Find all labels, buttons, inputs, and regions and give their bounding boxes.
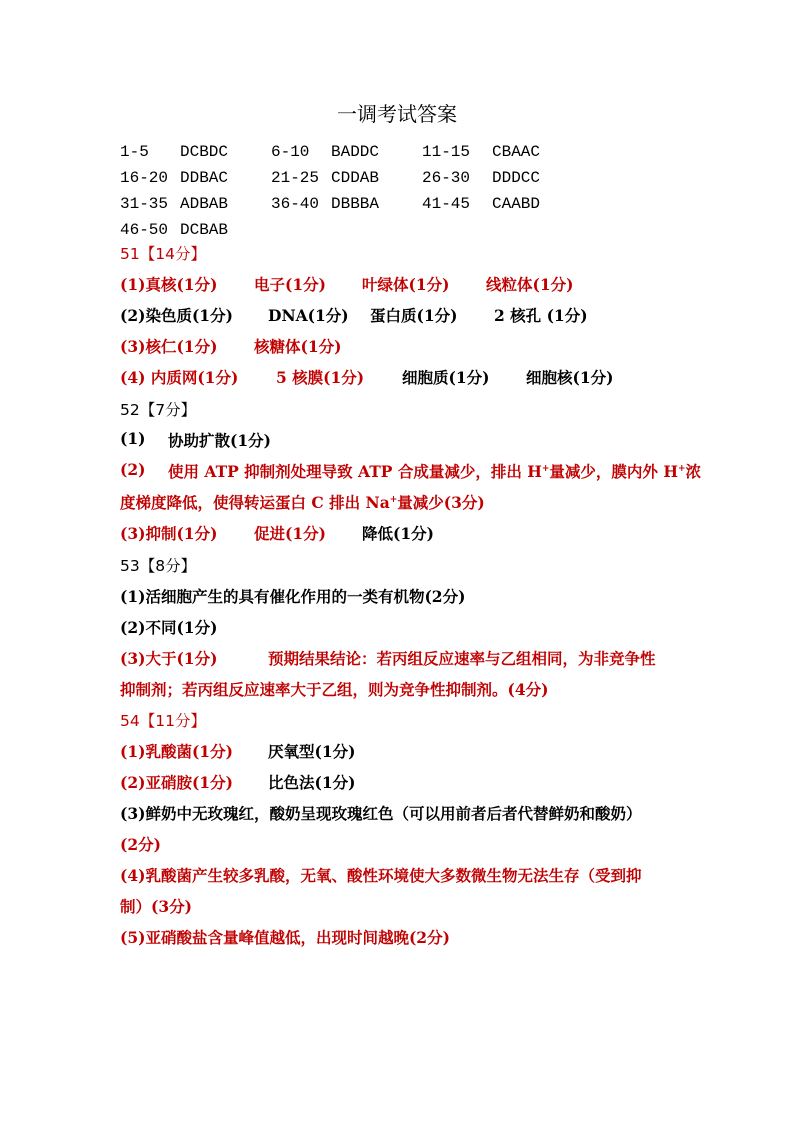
q52-number: (1) (120, 429, 146, 448)
q53-line4: 抑制剂；若丙组反应速率大于乙组，则为竞争性抑制剂。(4分) (120, 680, 549, 699)
q51-answer: 叶绿体(1分) (362, 275, 450, 294)
mc-range: 6-10 (271, 143, 310, 161)
q52-answer: 降低(1分) (362, 524, 434, 543)
mc-range: 21-25 (271, 169, 320, 187)
q54-answer: 厌氧型(1分) (268, 742, 356, 761)
q51-answer: DNA(1分) (268, 306, 349, 325)
mc-answer: DBBBA (331, 195, 380, 213)
mc-range: 31-35 (120, 195, 169, 213)
q54-line3: (3)鲜奶中无玫瑰红，酸奶呈现玫瑰红色（可以用前者后者代替鲜奶和酸奶） (120, 804, 642, 823)
mc-answer: BADDC (331, 143, 380, 161)
q54-answer: (2)亚硝胺(1分) (120, 773, 233, 792)
mc-range: 1-5 (120, 143, 149, 161)
q52-answer: 协助扩散(1分) (168, 431, 271, 450)
mc-answer: CAABD (492, 195, 541, 213)
q54-answer: (1)乳酸菌(1分) (120, 742, 233, 761)
q54-line4: (2分) (120, 835, 161, 854)
q53-header: 53【8分】 (120, 557, 197, 575)
mc-range: 46-50 (120, 221, 169, 239)
q53-line1: (1)活细胞产生的具有催化作用的一类有机物(2分) (120, 587, 466, 606)
q53-conclusion: 预期结果结论：若丙组反应速率与乙组相同，为非竞争性 (268, 649, 656, 668)
q54-answer: 比色法(1分) (268, 773, 356, 792)
q51-answer: (1)真核(1分) (120, 275, 218, 294)
q53-answer: (3)大于(1分) (120, 649, 218, 668)
mc-range: 11-15 (422, 143, 471, 161)
mc-answer: CDDAB (331, 169, 380, 187)
q52-answer: 使用 ATP 抑制剂处理导致 ATP 合成量减少，排出 H+量减少，膜内外 H+浓 (168, 462, 702, 481)
q52-answer: (3)抑制(1分) (120, 524, 218, 543)
q52-header: 52【7分】 (120, 401, 197, 419)
mc-range: 36-40 (271, 195, 320, 213)
q52-number: (2) (120, 460, 146, 479)
mc-answer: DCBAB (180, 221, 229, 239)
q51-answer: 电子(1分) (254, 275, 326, 294)
q54-header: 54【11分】 (120, 712, 206, 730)
mc-range: 16-20 (120, 169, 169, 187)
mc-answer: DDDCC (492, 169, 541, 187)
mc-answer: CBAAC (492, 143, 541, 161)
mc-answer: ADBAB (180, 195, 229, 213)
q51-answer: 线粒体(1分) (486, 275, 574, 294)
q52-answer: 促进(1分) (254, 524, 326, 543)
q51-answer: (4) 内质网(1分) (120, 368, 239, 387)
q51-answer: 5 核膜(1分) (276, 368, 365, 387)
q51-answer: 2 核孔 (1分) (494, 306, 588, 325)
q51-header: 51【14分】 (120, 245, 206, 263)
q51-answer: 蛋白质(1分) (370, 306, 458, 325)
q51-answer: 核糖体(1分) (254, 337, 342, 356)
q54-line7: (5)亚硝酸盐含量峰值越低，出现时间越晚(2分) (120, 928, 450, 947)
q51-answer: (3)核仁(1分) (120, 337, 218, 356)
q51-answer: 细胞质(1分) (402, 368, 490, 387)
mc-range: 26-30 (422, 169, 471, 187)
mc-answer: DDBAC (180, 169, 229, 187)
q52-answer-cont: 度梯度降低，使得转运蛋白 C 排出 Na+量减少(3分) (120, 493, 485, 512)
q54-line5: (4)乳酸菌产生较多乳酸，无氧、酸性环境使大多数微生物无法生存（受到抑 (120, 866, 642, 885)
q51-answer: 细胞核(1分) (526, 368, 614, 387)
mc-answer: DCBDC (180, 143, 229, 161)
mc-range: 41-45 (422, 195, 471, 213)
q53-line2: (2)不同(1分) (120, 618, 218, 637)
q54-line6: 制）(3分) (120, 897, 192, 916)
page-title: 一调考试答案 (337, 102, 457, 126)
q51-answer: (2)染色质(1分) (120, 306, 233, 325)
